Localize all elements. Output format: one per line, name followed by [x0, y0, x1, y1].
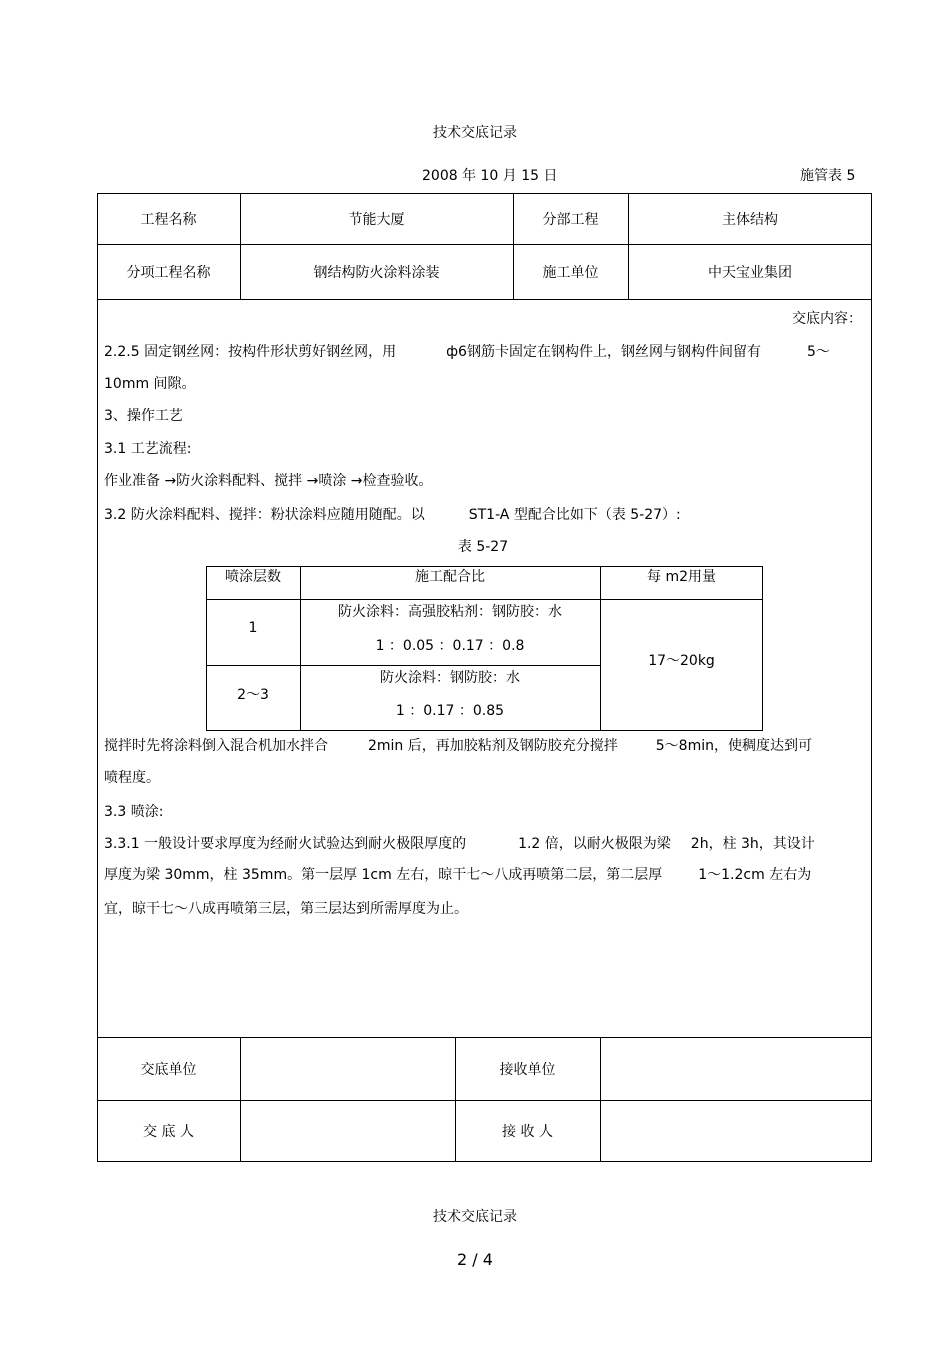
paragraph-2-2-5-cont: 10mm 间隙。 — [104, 376, 196, 392]
receiver-unit-label: 接收单位 — [499, 1061, 556, 1078]
paragraph-2-2-5: 2.2.5 固定钢丝网：按构件形状剪好钢丝网，用 ф6钢筋卡固定在钢构件上，钢丝网与钢构件间留有 5～ — [104, 344, 830, 360]
division-label: 分部工程 — [542, 211, 599, 228]
giver-unit-field[interactable] — [240, 1037, 455, 1100]
project-name-label: 工程名称 — [140, 211, 197, 228]
footer-title: 技术交底记录 — [433, 1209, 517, 1225]
table-header-usage: 每 m2用量 — [647, 569, 716, 585]
table-cell-ratio-2: 1 ：0.17 ：0.85 — [395, 703, 505, 719]
table-cell-formula-2: 防火涂料：钢防胶：水 — [380, 670, 520, 686]
table-header-ratio: 施工配合比 — [415, 569, 485, 585]
section-3-heading: 3、操作工艺 — [104, 408, 183, 424]
table-caption: 表 5-27 — [457, 539, 509, 555]
section-3-3-1-line2: 厚度为梁 30mm，柱 35mm。第一层厚 1cm 左右，晾干七～八成再喷第二层，第二层厚 1～1.2cm 左右为 — [104, 867, 812, 883]
table-cell-layer-1: 1 — [248, 619, 258, 636]
receiver-person-field[interactable] — [600, 1100, 872, 1162]
project-name-value: 节能大厦 — [348, 211, 405, 228]
table-cell-layer-2: 2～3 — [237, 686, 269, 703]
mixing-instructions-cont: 喷程度。 — [104, 770, 160, 786]
subitem-label: 分项工程名称 — [126, 264, 211, 281]
contractor-value: 中天宝业集团 — [708, 264, 792, 281]
receiver-unit-field[interactable] — [600, 1037, 872, 1100]
section-3-3-1-line1: 3.3.1 一般设计要求厚度为经耐火试验达到耐火极限厚度的 1.2 倍，以耐火极限为梁 2h，柱 3h，其设计 — [104, 836, 815, 852]
giver-person-label: 交 底 人 — [143, 1124, 194, 1140]
section-3-3-1-line3: 宜，晾干七～八成再喷第三层，第三层达到所需厚度为止。 — [104, 901, 468, 917]
document-title: 技术交底记录 — [433, 125, 517, 141]
page-number: 2 / 4 — [457, 1250, 493, 1269]
contractor-label: 施工单位 — [542, 264, 599, 281]
form-number: 施管表 5 — [800, 168, 856, 184]
section-3-2: 3.2 防火涂料配料、搅拌：粉状涂料应随用随配。以 ST1-A 型配合比如下（表 5-27）: — [104, 507, 681, 523]
giver-unit-label: 交底单位 — [140, 1061, 197, 1078]
table-header-layers: 喷涂层数 — [225, 569, 281, 585]
table-cell-ratio-1: 1 ：0.05 ：0.17 ：0.8 — [375, 638, 525, 654]
table-cell-formula-1: 防火涂料：高强胶粘剂：钢防胶：水 — [338, 604, 562, 620]
document-date: 2008 年 10 月 15 日 — [422, 168, 558, 184]
division-value: 主体结构 — [722, 211, 778, 228]
table-cell-usage: 17～20kg — [648, 653, 715, 669]
giver-person-field[interactable] — [240, 1100, 455, 1162]
row-divider — [97, 299, 872, 300]
section-3-1-heading: 3.1 工艺流程: — [104, 441, 192, 457]
process-flow: 作业准备 →防火涂料配料、搅拌 →喷涂 →检查验收。 — [104, 473, 433, 489]
mixing-instructions: 搅拌时先将涂料倒入混合机加水拌合 2min 后，再加胶粘剂及钢防胶充分搅拌 5～8min，使稠度达到可 — [104, 738, 812, 754]
subitem-value: 钢结构防火涂料涂装 — [313, 264, 440, 281]
receiver-person-label: 接 收 人 — [502, 1124, 553, 1140]
section-3-3-heading: 3.3 喷涂: — [104, 804, 164, 820]
content-label: 交底内容： — [792, 311, 862, 327]
